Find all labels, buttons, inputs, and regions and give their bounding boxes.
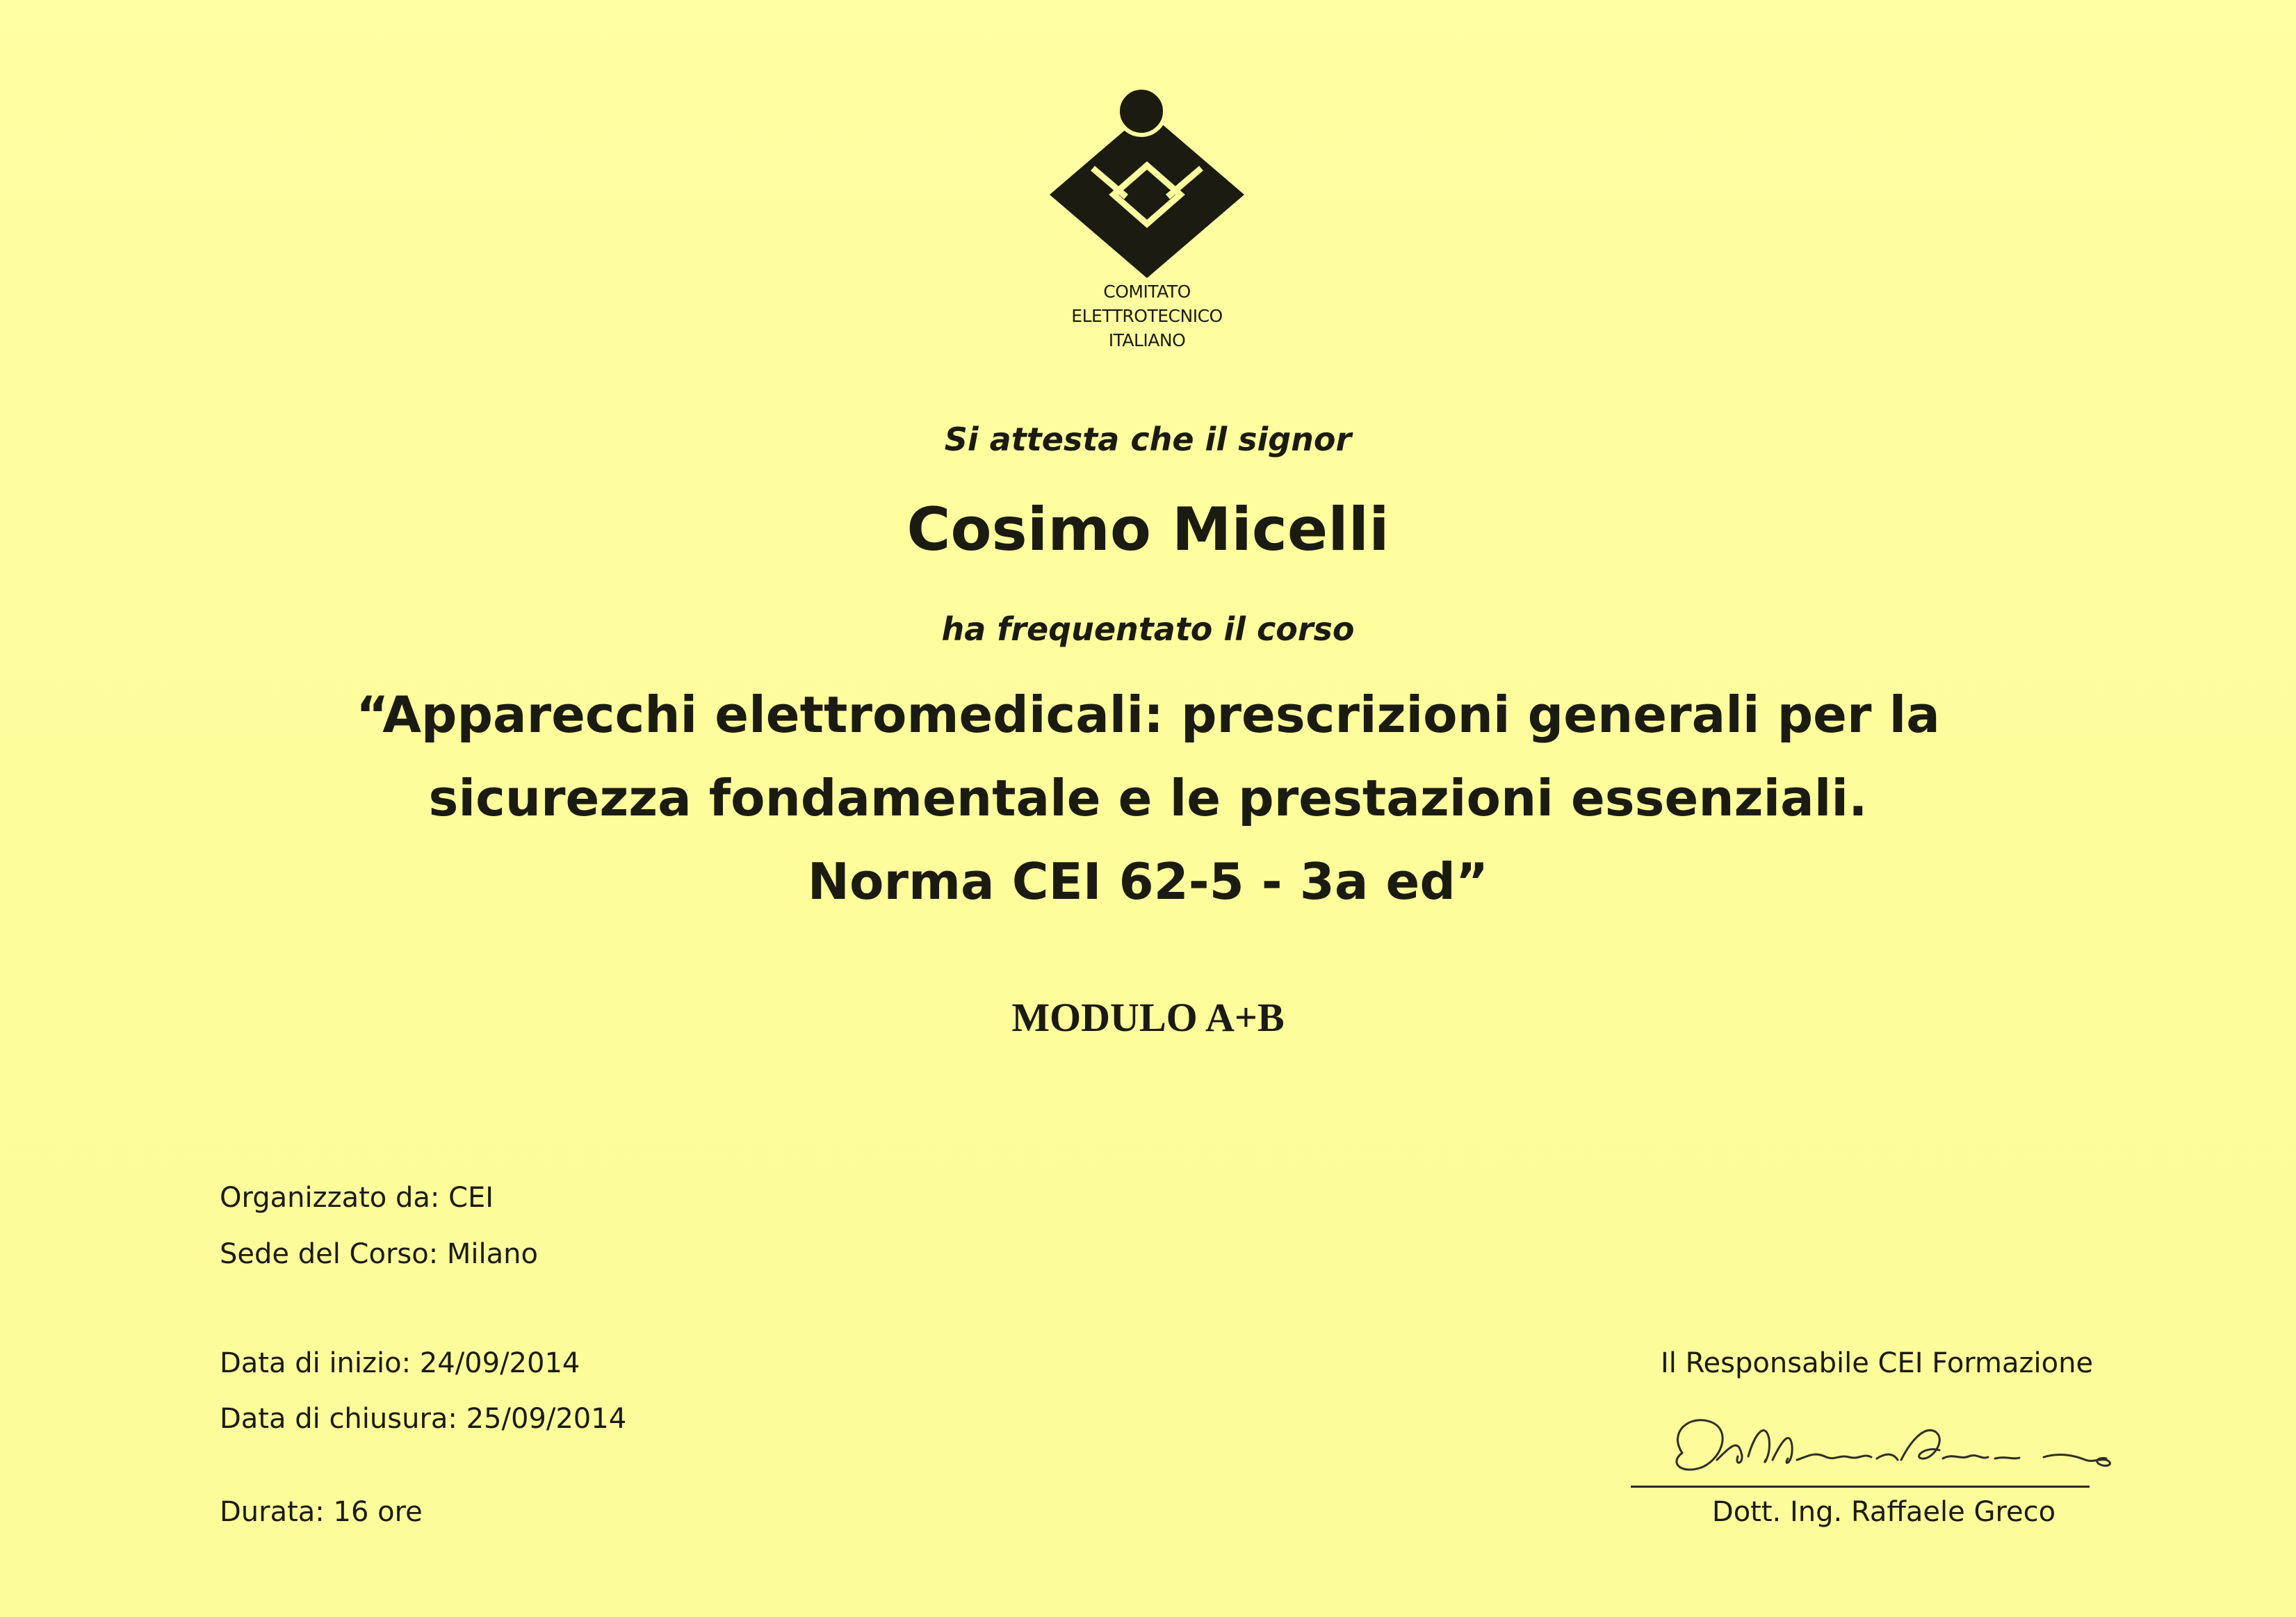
attendance-intro: ha frequentato il corso: [941, 610, 1355, 648]
module-label: MODULO A+B: [1011, 995, 1285, 1040]
attendee-name: Cosimo Micelli: [906, 495, 1390, 564]
end-date-info: Data di chiusura: 25/09/2014: [220, 1403, 627, 1435]
course-title-line-2: sicurezza fondamentale e le prestazioni essenziali.: [428, 769, 1868, 827]
course-title-line-3: Norma CEI 62-5 - 3a ed”: [807, 852, 1489, 911]
logo-wordmark: [959, 279, 1335, 352]
course-title: [0, 673, 2296, 923]
duration-info: Durata: 16 ore: [220, 1496, 423, 1528]
signatory-name: Dott. Ing. Raffaele Greco: [1711, 1496, 2056, 1528]
attestation-intro: Si attesta che il signor: [944, 421, 1352, 458]
signature-line: [1631, 1486, 2090, 1488]
cei-logo-icon: [1029, 83, 1265, 292]
course-title-line-1: “Apparecchi elettromedicali: prescrizioni generali per la: [356, 685, 1940, 744]
venue-info: Sede del Corso: Milano: [220, 1238, 538, 1270]
start-date-info: Data di inizio: 24/09/2014: [220, 1347, 580, 1379]
logo-line-1: COMITATO: [1103, 282, 1191, 302]
logo-line-3: ITALIANO: [1108, 330, 1186, 350]
handwritten-signature: [1627, 1390, 2169, 1495]
logo-line-2: ELETTROTECNICO: [1071, 306, 1223, 326]
organizer-info: Organizzato da: CEI: [220, 1182, 494, 1214]
signatory-title: Il Responsabile CEI Formazione: [1660, 1347, 2094, 1379]
